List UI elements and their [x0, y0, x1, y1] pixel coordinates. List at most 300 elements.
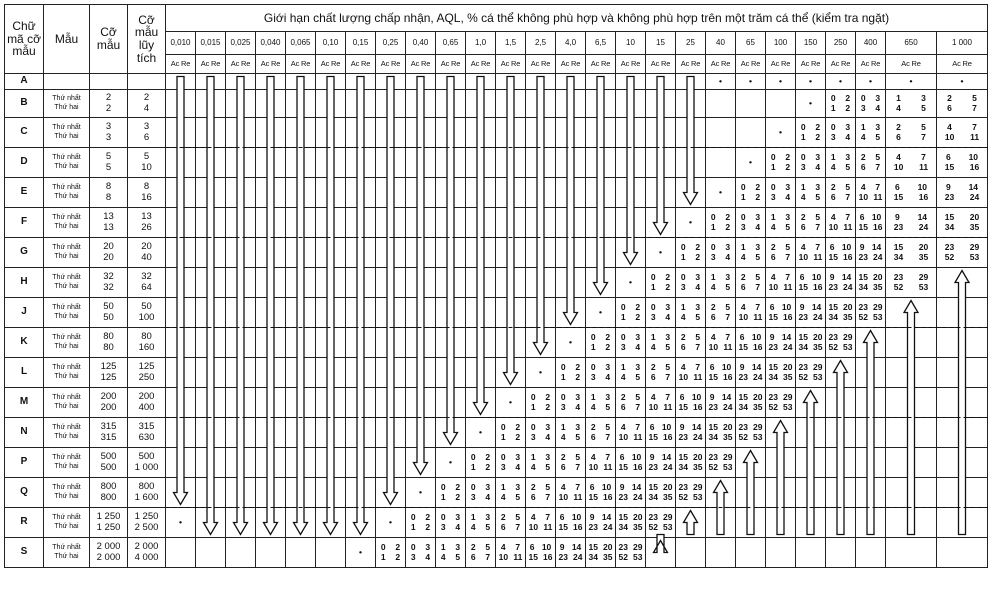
re-value: 10 — [871, 212, 882, 223]
size-value: 2 — [143, 91, 150, 103]
re-value: 53 — [783, 401, 793, 412]
sample-label: Thứ hai — [54, 492, 79, 500]
ac-value: 6 — [560, 461, 566, 472]
re-value: 2 — [785, 161, 791, 172]
re-value: 7 — [695, 341, 701, 352]
ac-value: 4 — [560, 482, 566, 493]
size-value: 800 — [100, 480, 117, 492]
ac-value: 0 — [830, 122, 836, 133]
re-value: 14 — [661, 452, 672, 463]
aql-level-20: 100 — [766, 32, 796, 55]
size-value: 20 — [141, 240, 152, 252]
ac-value: 4 — [500, 542, 506, 553]
sample-label: Thứ nhất — [52, 544, 81, 552]
re-value: 5 — [815, 191, 821, 202]
single-sampling-dot: • — [706, 74, 736, 90]
ac-re-header: Ac Re — [766, 55, 796, 74]
ac-value: 4 — [710, 281, 716, 292]
size-value: 10 — [141, 161, 152, 173]
re-value: 29 — [813, 362, 823, 373]
re-value: 7 — [545, 512, 551, 523]
ac-value: 1 — [800, 131, 806, 142]
re-value: 29 — [843, 332, 853, 343]
re-value: 7 — [575, 461, 581, 472]
re-value: 11 — [633, 431, 643, 442]
re-value: 35 — [663, 491, 673, 502]
ac-value: 1 — [710, 221, 716, 232]
sample-label: Thứ nhất — [52, 95, 81, 103]
sample-label: Thứ nhất — [52, 214, 81, 222]
re-value: 10 — [841, 242, 852, 253]
ac-value: 4 — [896, 102, 901, 113]
size-value: 32 — [103, 270, 114, 282]
re-value: 2 — [485, 452, 491, 463]
ac-value: 1 — [470, 461, 476, 472]
re-value: 2 — [725, 221, 731, 232]
ac-re-header: Ac Re — [376, 55, 406, 74]
aql-level-25: 1 000 — [937, 32, 988, 55]
size-value: 20 — [103, 240, 114, 252]
re-value: 3 — [815, 152, 821, 163]
ac-value: 6 — [590, 431, 596, 442]
aql-level-7: 0,25 — [376, 32, 406, 55]
ac-value: 34 — [828, 311, 838, 322]
sample-label: Thứ hai — [54, 162, 79, 170]
ac-value: 6 — [769, 302, 775, 313]
ac-re-header: Ac Re — [826, 55, 856, 74]
ac-value: 23 — [738, 371, 748, 382]
re-value: 24 — [813, 311, 823, 322]
code-letter: R — [5, 508, 44, 538]
ac-value: 4 — [530, 461, 536, 472]
re-value: 7 — [695, 362, 701, 373]
ac-value: 15 — [588, 542, 598, 553]
code-letter: C — [5, 118, 44, 148]
re-value: 29 — [753, 422, 763, 433]
ac-value: 1 — [740, 242, 746, 253]
ac-value: 10 — [558, 491, 569, 502]
ac-value: 1 — [896, 93, 901, 104]
re-value: 2 — [635, 302, 641, 313]
ac-value: 15 — [768, 311, 778, 322]
single-sampling-dot: • — [346, 538, 376, 568]
ac-value: 4 — [770, 221, 776, 232]
re-value: 3 — [605, 392, 611, 403]
re-value: 35 — [813, 341, 823, 352]
single-sampling-dot: • — [826, 74, 856, 90]
ac-value: 15 — [893, 242, 904, 253]
re-value: 7 — [921, 152, 926, 163]
ac-value: 6 — [896, 131, 901, 142]
ac-re-header: Ac Re — [406, 55, 436, 74]
re-value: 7 — [755, 281, 761, 292]
ac-value: 9 — [894, 212, 900, 223]
ac-value: 0 — [500, 422, 506, 433]
ac-value: 1 — [740, 191, 746, 202]
arrow-up-icon — [864, 331, 878, 535]
aql-level-6: 0,15 — [346, 32, 376, 55]
sample-label: Thứ hai — [54, 312, 79, 320]
sample-label: Thứ hai — [54, 372, 79, 380]
ac-value: 6 — [650, 371, 656, 382]
re-value: 4 — [695, 281, 701, 292]
ac-value: 0 — [530, 422, 536, 433]
ac-value: 34 — [738, 401, 748, 412]
re-value: 3 — [695, 302, 701, 313]
ac-value: 23 — [798, 362, 808, 373]
size-value: 200 — [100, 401, 117, 413]
size-value: 8 — [143, 180, 150, 192]
ac-value: 9 — [559, 542, 565, 553]
sample-label: Thứ hai — [54, 282, 79, 290]
ac-value: 15 — [708, 422, 718, 433]
ac-re-header: Ac Re — [556, 55, 586, 74]
re-value: 11 — [970, 131, 980, 142]
arrow-down-icon — [384, 77, 398, 505]
aql-level-15: 10 — [616, 32, 646, 55]
re-value: 16 — [543, 551, 553, 562]
arrow-up-icon — [684, 511, 698, 535]
re-value: 20 — [873, 272, 883, 283]
re-value: 3 — [485, 482, 491, 493]
ac-value: 1 — [530, 452, 536, 463]
re-value: 10 — [811, 272, 822, 283]
re-value: 5 — [575, 431, 581, 442]
sample-label: Thứ nhất — [52, 274, 81, 282]
re-value: 14 — [751, 362, 762, 373]
ac-re-header: Ac Re — [256, 55, 286, 74]
ac-value: 1 — [860, 122, 866, 133]
ac-value: 6 — [829, 242, 835, 253]
sample-label: Thứ nhất — [52, 304, 81, 312]
re-value: 24 — [723, 401, 733, 412]
re-value: 20 — [723, 422, 733, 433]
ac-value: 4 — [800, 242, 806, 253]
size-value: 2 000 — [96, 540, 121, 552]
re-value: 5 — [815, 212, 821, 223]
ac-value: 2 — [530, 482, 536, 493]
re-value: 7 — [575, 482, 581, 493]
size-value: 500 — [138, 450, 155, 462]
ac-value: 3 — [560, 401, 566, 412]
re-value: 35 — [783, 371, 793, 382]
single-sampling-dot: • — [586, 298, 616, 328]
re-value: 2 — [845, 93, 851, 104]
ac-value: 1 — [800, 182, 806, 193]
ac-value: 0 — [800, 152, 806, 163]
re-value: 53 — [813, 371, 823, 382]
single-sampling-dot: • — [526, 358, 556, 388]
aql-level-12: 2,5 — [526, 32, 556, 55]
ac-value: 1 — [590, 341, 596, 352]
re-value: 20 — [783, 362, 793, 373]
re-value: 5 — [875, 152, 881, 163]
ac-value: 3 — [680, 281, 686, 292]
size-value: 2 500 — [134, 521, 159, 533]
sample-label: Thứ hai — [54, 103, 79, 111]
ac-value: 6 — [739, 332, 745, 343]
ac-value: 3 — [620, 341, 626, 352]
ac-value: 10 — [738, 311, 749, 322]
ac-value: 2 — [590, 422, 596, 433]
ac-value: 23 — [858, 251, 868, 262]
ac-re-header: Ac Re — [646, 55, 676, 74]
re-value: 2 — [815, 122, 821, 133]
re-value: 20 — [969, 212, 980, 223]
header-aql-title: Giới hạn chất lượng chấp nhận, AQL, % cá thể không phù hợp và không phù hợp trên một trăm cá thể (kiểm tra ngặt) — [166, 5, 988, 32]
ac-re-header: Ac Re — [886, 55, 937, 74]
ac-value: 2 — [947, 93, 952, 104]
re-value: 7 — [845, 191, 851, 202]
ac-value: 0 — [710, 212, 716, 223]
ac-value: 15 — [678, 452, 688, 463]
re-value: 4 — [665, 311, 671, 322]
size-value: 1 250 — [96, 510, 121, 522]
ac-value: 6 — [620, 401, 626, 412]
ac-value: 34 — [798, 341, 808, 352]
re-value: 11 — [873, 191, 883, 202]
re-value: 5 — [515, 512, 521, 523]
aql-level-5: 0,10 — [316, 32, 346, 55]
size-value: 800 — [138, 480, 155, 492]
ac-value: 9 — [799, 302, 805, 313]
ac-value: 1 — [470, 512, 476, 523]
sample-label: Thứ hai — [54, 402, 79, 410]
ac-value: 15 — [858, 272, 868, 283]
code-letter: J — [5, 298, 44, 328]
re-value: 14 — [721, 392, 732, 403]
code-letter: A — [5, 74, 44, 90]
code-letter: Q — [5, 478, 44, 508]
ac-value: 6 — [680, 341, 686, 352]
re-value: 3 — [635, 362, 641, 373]
ac-value: 1 — [620, 311, 626, 322]
re-value: 2 — [575, 362, 581, 373]
ac-value: 2 — [470, 542, 476, 553]
re-value: 14 — [691, 422, 702, 433]
re-value: 24 — [573, 551, 583, 562]
sample-label: Thứ hai — [54, 192, 79, 200]
code-letter: L — [5, 358, 44, 388]
re-value: 14 — [571, 542, 582, 553]
re-value: 35 — [843, 311, 853, 322]
re-value: 7 — [875, 182, 881, 193]
ac-value: 1 — [680, 251, 686, 262]
arrow-down-icon — [234, 77, 248, 535]
size-value: 315 — [100, 420, 117, 432]
re-value: 10 — [691, 392, 702, 403]
re-value: 2 — [455, 491, 461, 502]
arrow-down-icon — [534, 77, 548, 355]
ac-value: 0 — [680, 242, 686, 253]
re-value: 35 — [969, 221, 980, 232]
size-value: 5 — [143, 150, 150, 162]
re-value: 3 — [921, 93, 926, 104]
size-value: 32 — [141, 270, 152, 282]
ac-value: 34 — [678, 461, 688, 472]
ac-value: 15 — [944, 212, 955, 223]
re-value: 10 — [781, 302, 792, 313]
re-value: 24 — [969, 191, 980, 202]
aql-level-9: 0,65 — [436, 32, 466, 55]
header-sample-size: Cỡ mẫu — [90, 5, 128, 74]
ac-value: 52 — [678, 491, 688, 502]
re-value: 20 — [918, 242, 929, 253]
size-value: 8 — [105, 180, 112, 192]
ac-value: 10 — [618, 431, 629, 442]
ac-value: 15 — [708, 371, 718, 382]
ac-value: 23 — [618, 542, 628, 553]
ac-value: 4 — [680, 311, 686, 322]
re-value: 2 — [455, 482, 461, 493]
ac-value: 6 — [589, 482, 595, 493]
size-value: 1 000 — [134, 461, 159, 473]
re-value: 7 — [665, 371, 671, 382]
ac-value: 9 — [945, 182, 951, 193]
ac-value: 10 — [588, 461, 599, 472]
ac-value: 1 — [440, 491, 446, 502]
size-value: 500 — [100, 461, 117, 473]
re-value: 29 — [663, 512, 673, 523]
re-value: 2 — [815, 131, 821, 142]
aql-level-11: 1,5 — [496, 32, 526, 55]
re-value: 7 — [515, 521, 521, 532]
arrow-up-icon — [654, 535, 668, 553]
ac-value: 3 — [710, 251, 716, 262]
ac-value: 6 — [529, 542, 535, 553]
sample-label: Thứ nhất — [52, 184, 81, 192]
ac-value: 10 — [768, 281, 779, 292]
ac-value: 9 — [619, 482, 625, 493]
arrow-down-icon — [264, 77, 278, 535]
re-value: 3 — [725, 242, 731, 253]
re-value: 3 — [605, 362, 611, 373]
ac-value: 15 — [528, 551, 538, 562]
ac-value: 4 — [770, 272, 776, 283]
size-value: 400 — [138, 401, 155, 413]
re-value: 5 — [785, 242, 791, 253]
re-value: 5 — [725, 302, 731, 313]
re-value: 3 — [545, 422, 551, 433]
size-value: 50 — [141, 300, 152, 312]
re-value: 3 — [815, 182, 821, 193]
ac-re-header: Ac Re — [436, 55, 466, 74]
re-value: 11 — [513, 551, 523, 562]
ac-value: 1 — [650, 281, 656, 292]
re-value: 10 — [631, 452, 642, 463]
ac-value: 4 — [740, 251, 746, 262]
arrow-down-icon — [324, 77, 338, 535]
re-value: 16 — [663, 431, 673, 442]
ac-value: 9 — [679, 422, 685, 433]
re-value: 3 — [845, 152, 851, 163]
re-value: 10 — [601, 482, 612, 493]
ac-re-header: Ac Re — [676, 55, 706, 74]
ac-value: 6 — [894, 182, 900, 193]
re-value: 16 — [633, 461, 643, 472]
arrow-down-icon — [354, 77, 368, 535]
re-value: 7 — [605, 431, 611, 442]
ac-value: 10 — [893, 161, 904, 172]
ac-re-header: Ac Re — [316, 55, 346, 74]
aql-level-0: 0,010 — [166, 32, 196, 55]
code-letter: E — [5, 178, 44, 208]
ac-value: 10 — [708, 341, 719, 352]
re-value: 5 — [635, 392, 641, 403]
re-value: 35 — [633, 521, 643, 532]
re-value: 35 — [753, 401, 763, 412]
ac-re-header: Ac Re — [736, 55, 766, 74]
re-value: 7 — [665, 392, 671, 403]
arrow-down-icon — [564, 77, 578, 325]
single-sampling-dot: • — [556, 328, 586, 358]
ac-value: 3 — [800, 161, 806, 172]
re-value: 5 — [665, 341, 671, 352]
ac-value: 6 — [799, 272, 805, 283]
re-value: 29 — [873, 302, 883, 313]
ac-value: 6 — [740, 281, 746, 292]
re-value: 3 — [875, 122, 881, 133]
ac-value: 4 — [620, 422, 626, 433]
ac-value: 15 — [588, 491, 598, 502]
ac-value: 15 — [618, 461, 628, 472]
arrow-down-icon — [474, 77, 488, 415]
ac-value: 6 — [860, 161, 866, 172]
code-letter: S — [5, 538, 44, 568]
re-value: 5 — [695, 311, 701, 322]
aql-level-2: 0,025 — [226, 32, 256, 55]
ac-value: 15 — [798, 281, 808, 292]
single-sampling-dot: • — [766, 74, 796, 90]
ac-value: 6 — [649, 422, 655, 433]
arrow-down-icon — [594, 77, 608, 295]
size-value: 50 — [103, 300, 114, 312]
size-value: 315 — [138, 420, 155, 432]
ac-value: 0 — [620, 332, 626, 343]
re-value: 4 — [605, 371, 611, 382]
re-value: 2 — [395, 551, 401, 562]
re-value: 10 — [751, 332, 762, 343]
single-sampling-dot: • — [886, 74, 937, 90]
re-value: 35 — [693, 461, 703, 472]
ac-value: 0 — [860, 93, 866, 104]
ac-value: 15 — [738, 392, 748, 403]
ac-value: 15 — [828, 251, 838, 262]
sample-label: Thứ nhất — [52, 154, 81, 162]
sample-label: Thứ hai — [54, 252, 79, 260]
ac-value: 1 — [830, 102, 836, 113]
re-value: 29 — [633, 542, 643, 553]
ac-value: 23 — [768, 392, 778, 403]
re-value: 5 — [485, 521, 491, 532]
ac-value: 1 — [770, 161, 776, 172]
ac-value: 23 — [588, 521, 598, 532]
ac-value: 52 — [648, 521, 658, 532]
ac-value: 52 — [738, 431, 748, 442]
size-value: 315 — [100, 431, 117, 443]
re-value: 10 — [571, 512, 582, 523]
single-sampling-dot: • — [436, 448, 466, 478]
re-value: 7 — [972, 122, 977, 133]
re-value: 2 — [725, 212, 731, 223]
ac-value: 1 — [500, 482, 506, 493]
size-value: 5 — [105, 150, 112, 162]
re-value: 3 — [545, 452, 551, 463]
ac-value: 52 — [944, 251, 955, 262]
size-value: 800 — [100, 491, 117, 503]
re-value: 7 — [815, 221, 821, 232]
re-value: 16 — [753, 341, 763, 352]
